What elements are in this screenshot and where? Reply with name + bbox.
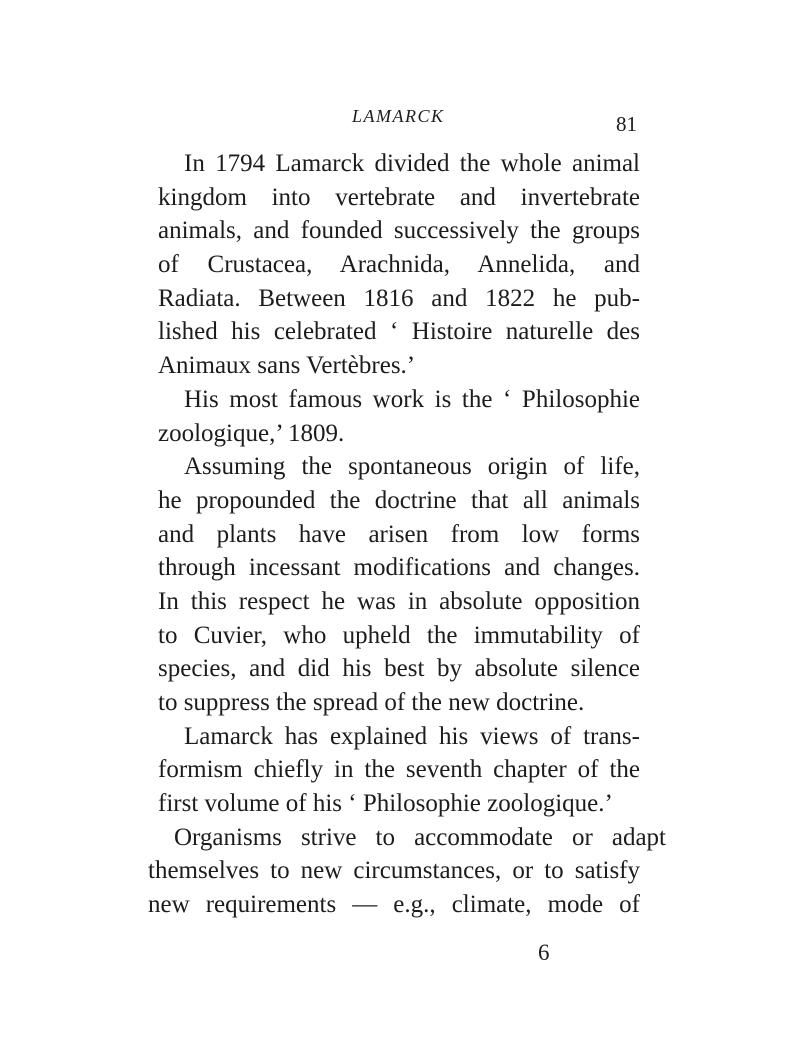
text-line: In this respect he was in absolute opposition [158, 587, 640, 615]
text-line: through incessant modifications and changes. [158, 554, 640, 582]
text-line: animals, and founded successively the groups [158, 217, 640, 245]
running-head [0, 106, 800, 136]
text-line: kingdom into vertebrate and invertebrate [158, 183, 640, 211]
text-line: Animaux sans Vertèbres.’ [158, 352, 416, 380]
text-line: Radiata. Between 1816 and 1822 he pub- [158, 284, 640, 312]
text-line: lished his celebrated ‘ Histoire naturelle des [158, 318, 640, 346]
text-line: first volume of his ‘ Philosophie zoologique.’ [158, 790, 613, 818]
text-line: Organisms strive to accommodate or adapt [174, 823, 666, 851]
text-line: In 1794 Lamarck divided the whole animal [184, 150, 640, 177]
text-line: themselves to new circumstances, or to satisfy [148, 857, 640, 885]
text-line: of Crustacea, Arachnida, Annelida, and [158, 251, 640, 279]
text-line: formism chiefly in the seventh chapter of the [158, 756, 640, 784]
text-line: to suppress the spread of the new doctrine. [158, 689, 585, 716]
text-line: His most famous work is the ‘ Philosophie [184, 385, 640, 413]
text-line: he propounded the doctrine that all animals [158, 486, 640, 514]
text-line: new requirements — e.g., climate, mode of [148, 891, 640, 919]
signature-mark: 6 [538, 940, 550, 965]
text-line: species, and did his best by absolute silence [158, 655, 640, 683]
text-line: Lamarck has explained his views of trans- [184, 722, 640, 750]
text-line: zoologique,’ 1809. [158, 419, 345, 447]
text-line: Assuming the spontaneous origin of life, [184, 453, 640, 481]
text-line: and plants have arisen from low forms [158, 520, 640, 548]
running-title: LAMARCK [352, 106, 445, 126]
page-number: 81 [616, 112, 637, 136]
body-text [148, 147, 666, 922]
text-line: to Cuvier, who upheld the immutability of [158, 621, 640, 649]
